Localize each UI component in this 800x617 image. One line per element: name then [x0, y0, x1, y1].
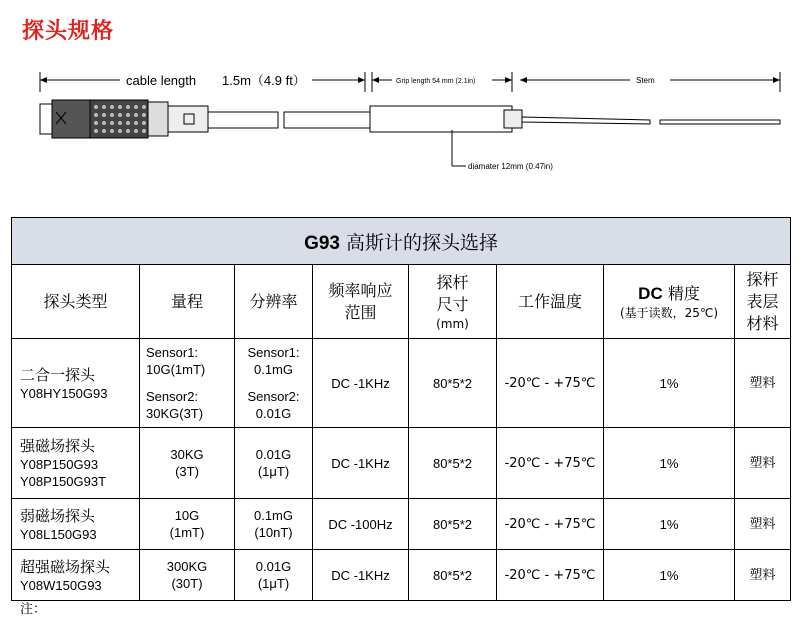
- size-cell: 80*5*2: [409, 499, 497, 550]
- probe-dimension-diagram: [0, 62, 800, 192]
- probe-name-cell: 弱磁场探头 Y08L150G93: [12, 499, 140, 550]
- table-row: [12, 428, 791, 499]
- diameter-label: diamater 12mm (0.47in): [468, 162, 553, 171]
- header-resolution: 分辨率: [235, 265, 313, 339]
- stem-label: Stem: [636, 76, 655, 85]
- header-type: 探头类型: [12, 265, 140, 339]
- range-cell: 30KG (3T): [140, 428, 235, 499]
- temperature-cell: -20℃ - +75℃: [497, 339, 604, 428]
- temperature-cell: -20℃ - +75℃: [497, 428, 604, 499]
- size-cell: 80*5*2: [409, 428, 497, 499]
- frequency-cell: DC -1KHz: [313, 550, 409, 601]
- probe-name-cell: 二合一探头 Y08HY150G93: [12, 339, 140, 428]
- cable-length-value: 1.5m（4.9 ft）: [222, 73, 306, 88]
- table-row: [12, 499, 791, 550]
- page-title: 探头规格: [22, 19, 115, 44]
- table-caption: G93 高斯计的探头选择: [12, 218, 791, 265]
- header-size: 探杆 尺寸 (mm): [409, 265, 497, 339]
- header-range: 量程: [140, 265, 235, 339]
- range-cell: Sensor1: 10G(1mT) Sensor2: 30KG(3T): [140, 339, 235, 428]
- probe-selection-table: [11, 217, 791, 601]
- table-row: [12, 339, 791, 428]
- probe-name-cell: 强磁场探头 Y08P150G93 Y08P150G93T: [12, 428, 140, 499]
- material-cell: 塑料: [735, 550, 791, 601]
- range-cell: 300KG (30T): [140, 550, 235, 601]
- resolution-cell: 0.01G (1μT): [235, 428, 313, 499]
- size-cell: 80*5*2: [409, 339, 497, 428]
- header-material: 探杆 表层 材料: [735, 265, 791, 339]
- material-cell: 塑料: [735, 428, 791, 499]
- dc-accuracy-cell: 1%: [604, 428, 735, 499]
- frequency-cell: DC -1KHz: [313, 339, 409, 428]
- size-cell: 80*5*2: [409, 550, 497, 601]
- cable-length-label: cable length: [126, 73, 197, 88]
- material-cell: 塑料: [735, 499, 791, 550]
- dc-accuracy-cell: 1%: [604, 499, 735, 550]
- grip-length-label: Grip length 54 mm (2.1in): [396, 78, 476, 85]
- resolution-cell: 0.01G (1μT): [235, 550, 313, 601]
- temperature-cell: -20℃ - +75℃: [497, 499, 604, 550]
- dc-accuracy-cell: 1%: [604, 339, 735, 428]
- material-cell: 塑料: [735, 339, 791, 428]
- temperature-cell: -20℃ - +75℃: [497, 550, 604, 601]
- range-cell: 10G (1mT): [140, 499, 235, 550]
- header-temperature: 工作温度: [497, 265, 604, 339]
- probe-name-cell: 超强磁场探头 Y08W150G93: [12, 550, 140, 601]
- resolution-cell: 0.1mG (10nT): [235, 499, 313, 550]
- dc-accuracy-cell: 1%: [604, 550, 735, 601]
- header-frequency: 频率响应 范围: [313, 265, 409, 339]
- header-dc-accuracy: DC 精度 (基于读数，25℃): [604, 265, 735, 339]
- resolution-cell: Sensor1: 0.1mG Sensor2: 0.01G: [235, 339, 313, 428]
- frequency-cell: DC -1KHz: [313, 428, 409, 499]
- footnote: 注：: [20, 602, 47, 617]
- table-row: [12, 550, 791, 601]
- frequency-cell: DC -100Hz: [313, 499, 409, 550]
